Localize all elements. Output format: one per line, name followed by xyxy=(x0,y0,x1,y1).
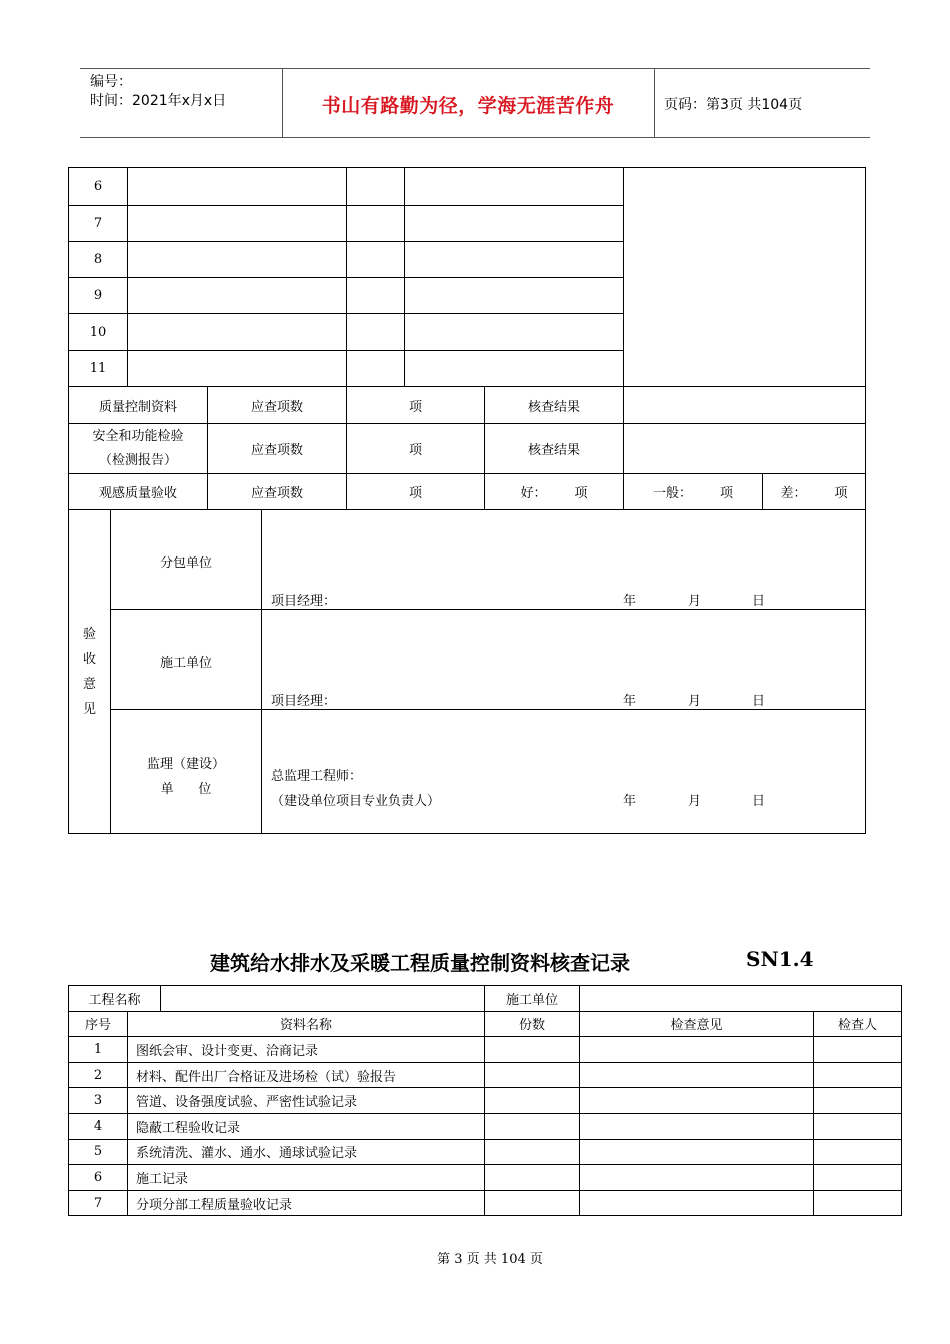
col-header-opinion: 检查意见 xyxy=(580,1011,814,1037)
summary-row xyxy=(69,424,866,474)
table-row xyxy=(69,1165,902,1191)
item-no: 1 xyxy=(69,1037,128,1063)
blank-cell[interactable] xyxy=(347,206,405,242)
party-sign-cell[interactable] xyxy=(262,510,866,610)
inspector-cell[interactable] xyxy=(814,1139,902,1165)
result-cell[interactable] xyxy=(624,424,866,474)
inspector-cell[interactable] xyxy=(814,1165,902,1191)
col-header-name: 资料名称 xyxy=(128,1011,485,1037)
copies-cell[interactable] xyxy=(485,1062,580,1088)
opinion-cell[interactable] xyxy=(580,1113,814,1139)
blank-cell[interactable] xyxy=(405,206,624,242)
item-name: 施工记录 xyxy=(128,1165,485,1191)
party-name xyxy=(111,710,262,834)
inspector-cell[interactable] xyxy=(814,1190,902,1216)
blank-cell[interactable] xyxy=(405,242,624,278)
summary-row xyxy=(69,387,866,424)
col-header-inspector: 检查人 xyxy=(814,1011,902,1037)
acceptance-row xyxy=(69,510,866,610)
good-cell[interactable] xyxy=(485,474,624,510)
item-no: 7 xyxy=(69,1190,128,1216)
acceptance-table xyxy=(68,509,866,834)
unit-label: 项 xyxy=(347,387,485,424)
count-label: 应查项数 xyxy=(208,424,347,474)
unit-label: 项 xyxy=(347,474,485,510)
blank-cell[interactable] xyxy=(405,351,624,387)
blank-cell[interactable] xyxy=(128,314,347,351)
page-footer: 第 3 页 共 104 页 xyxy=(437,1252,543,1267)
blank-cell[interactable] xyxy=(128,242,347,278)
blank-cell[interactable] xyxy=(405,314,624,351)
inspector-cell[interactable] xyxy=(814,1062,902,1088)
project-row xyxy=(69,986,902,1012)
month-label: 月 xyxy=(688,594,702,609)
blank-cell[interactable] xyxy=(624,168,866,387)
good-unit: 项 xyxy=(574,486,588,501)
number-label: 编号： xyxy=(90,74,132,90)
copies-cell[interactable] xyxy=(485,1190,580,1216)
signer-label: 项目经理： xyxy=(271,694,337,709)
poor-unit: 项 xyxy=(834,486,848,501)
summary-label-line1: 安全和功能检验 xyxy=(92,428,184,444)
project-name-value[interactable] xyxy=(161,986,485,1012)
inspector-cell[interactable] xyxy=(814,1113,902,1139)
opinion-cell[interactable] xyxy=(580,1165,814,1191)
item-no: 5 xyxy=(69,1139,128,1165)
good-label: 好： xyxy=(520,486,547,501)
item-name: 管道、设备强度试验、严密性试验记录 xyxy=(128,1088,485,1114)
copies-cell[interactable] xyxy=(485,1113,580,1139)
row-number: 9 xyxy=(69,278,128,314)
record-title: 建筑给水排水及采暖工程质量控制资料核查记录 xyxy=(210,951,630,975)
table-row xyxy=(69,168,866,206)
item-no: 6 xyxy=(69,1165,128,1191)
record-code: SN1.4 xyxy=(746,947,814,971)
copies-cell[interactable] xyxy=(485,1037,580,1063)
col-header-copies: 份数 xyxy=(485,1011,580,1037)
blank-cell[interactable] xyxy=(128,278,347,314)
blank-cell[interactable] xyxy=(347,351,405,387)
inspection-table xyxy=(68,167,866,510)
party-name-line1: 监理（建设） xyxy=(146,757,225,772)
opinion-cell[interactable] xyxy=(580,1062,814,1088)
item-name: 系统清洗、灌水、通水、通球试验记录 xyxy=(128,1139,485,1165)
signer-sub-label: （建设单位项目专业负责人） xyxy=(271,794,441,809)
item-no: 4 xyxy=(69,1113,128,1139)
unit-label: 项 xyxy=(347,424,485,474)
side-char: 见 xyxy=(82,701,96,717)
year-label: 年 xyxy=(623,694,637,709)
table-row xyxy=(69,1037,902,1063)
col-header-no: 序号 xyxy=(69,1011,128,1037)
table-row xyxy=(69,1113,902,1139)
time-label: 时间：2021年x月x日 xyxy=(90,93,227,109)
motto: 书山有路勤为径，学海无涯苦作舟 xyxy=(321,95,615,117)
month-label: 月 xyxy=(688,694,702,709)
party-sign-cell[interactable] xyxy=(262,610,866,710)
opinion-cell[interactable] xyxy=(580,1088,814,1114)
item-no: 2 xyxy=(69,1062,128,1088)
item-name: 隐蔽工程验收记录 xyxy=(128,1113,485,1139)
result-label: 核查结果 xyxy=(485,387,624,424)
day-label: 日 xyxy=(752,694,766,709)
result-label: 核查结果 xyxy=(485,424,624,474)
count-label: 应查项数 xyxy=(208,474,347,510)
normal-unit: 项 xyxy=(720,486,734,501)
blank-cell[interactable] xyxy=(128,168,347,206)
blank-cell[interactable] xyxy=(128,351,347,387)
copies-cell[interactable] xyxy=(485,1088,580,1114)
summary-row xyxy=(69,474,866,510)
result-cell[interactable] xyxy=(624,387,866,424)
acceptance-row xyxy=(69,610,866,710)
page-info: 页码：第3页 共104页 xyxy=(664,97,803,113)
table-row xyxy=(69,1088,902,1114)
normal-cell[interactable] xyxy=(624,474,763,510)
poor-cell[interactable] xyxy=(763,474,866,510)
blank-cell[interactable] xyxy=(347,168,405,206)
month-label: 月 xyxy=(688,794,702,809)
record-table xyxy=(68,985,902,1216)
party-name: 施工单位 xyxy=(111,610,262,710)
row-number: 10 xyxy=(69,314,128,351)
inspector-cell[interactable] xyxy=(814,1037,902,1063)
day-label: 日 xyxy=(752,594,766,609)
side-char: 验 xyxy=(82,626,96,642)
row-number: 11 xyxy=(69,351,128,387)
summary-label-line2: （检测报告） xyxy=(98,452,177,468)
summary-label: 质量控制资料 xyxy=(69,387,208,424)
table-row xyxy=(69,1139,902,1165)
year-label: 年 xyxy=(623,794,637,809)
row-number: 8 xyxy=(69,242,128,278)
blank-cell[interactable] xyxy=(347,242,405,278)
acceptance-row xyxy=(69,710,866,834)
table-row xyxy=(69,1062,902,1088)
table-row xyxy=(69,1190,902,1216)
poor-label: 差： xyxy=(780,486,807,501)
opinion-cell[interactable] xyxy=(580,1037,814,1063)
opinion-cell[interactable] xyxy=(580,1139,814,1165)
signer-label: 项目经理： xyxy=(271,594,337,609)
row-number: 7 xyxy=(69,206,128,242)
item-name: 图纸会审、设计变更、洽商记录 xyxy=(128,1037,485,1063)
item-name: 材料、配件出厂合格证及进场检（试）验报告 xyxy=(128,1062,485,1088)
construction-unit-value[interactable] xyxy=(580,986,902,1012)
opinion-cell[interactable] xyxy=(580,1190,814,1216)
party-sign-cell[interactable] xyxy=(262,710,866,834)
row-number: 6 xyxy=(69,168,128,206)
blank-cell[interactable] xyxy=(405,278,624,314)
party-name: 分包单位 xyxy=(111,510,262,610)
blank-cell[interactable] xyxy=(347,314,405,351)
header-row xyxy=(69,1011,902,1037)
acceptance-side-label xyxy=(69,510,111,834)
party-name-line2: 单 位 xyxy=(160,782,212,797)
blank-cell[interactable] xyxy=(347,278,405,314)
project-name-label: 工程名称 xyxy=(69,986,161,1012)
copies-cell[interactable] xyxy=(485,1165,580,1191)
item-no: 3 xyxy=(69,1088,128,1114)
summary-label: 观感质量验收 xyxy=(69,474,208,510)
header-divider xyxy=(654,69,655,137)
blank-cell[interactable] xyxy=(405,168,624,206)
inspector-cell[interactable] xyxy=(814,1088,902,1114)
side-char: 收 xyxy=(82,651,96,667)
page-header xyxy=(80,68,870,138)
summary-label xyxy=(69,424,208,474)
day-label: 日 xyxy=(752,794,766,809)
copies-cell[interactable] xyxy=(485,1139,580,1165)
blank-cell[interactable] xyxy=(128,206,347,242)
normal-label: 一般： xyxy=(652,486,692,501)
header-meta xyxy=(90,73,226,111)
construction-unit-label: 施工单位 xyxy=(485,986,580,1012)
signer-label: 总监理工程师： xyxy=(271,769,363,784)
year-label: 年 xyxy=(623,594,637,609)
count-label: 应查项数 xyxy=(208,387,347,424)
item-name: 分项分部工程质量验收记录 xyxy=(128,1190,485,1216)
side-char: 意 xyxy=(82,676,96,692)
